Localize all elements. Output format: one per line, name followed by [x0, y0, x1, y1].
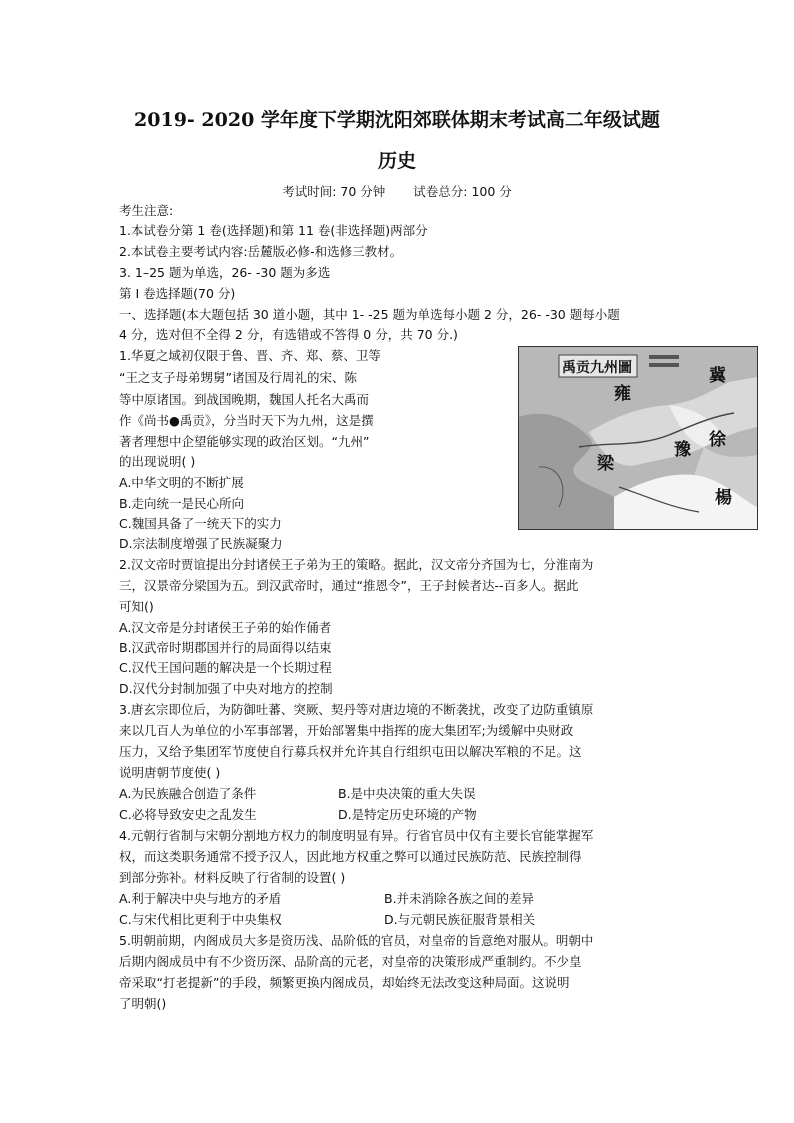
- question-line: 三，汉景帝分梁国为五。到汉武帝时，通过“推恩令”，王子封候者达--百多人。据此: [119, 578, 579, 593]
- option-d: D.汉代分封制加强了中央对地方的控制: [119, 681, 333, 696]
- map-region-ji: 冀: [709, 366, 726, 386]
- question-line: 可知(): [119, 599, 154, 614]
- option-c: C.汉代王国问题的解决是一个长期过程: [119, 660, 332, 675]
- question-line: 等中原诸国。到战国晚期，魏国人托名大禹而: [119, 392, 370, 407]
- option-a: A.汉文帝是分封诸侯王子弟的始作俑者: [119, 620, 332, 635]
- option-a: A.利于解决中央与地方的矛盾: [119, 891, 282, 906]
- map-title: 禹贡九州圖: [562, 360, 632, 376]
- question-line: “王之支子母弟甥舅”诸国及行周礼的宋、陈: [119, 370, 357, 385]
- section-intro: 一、选择题(本大题包括 30 道小题，其中 1- -25 题为单选每小题 2 分，26- -30 题每小题: [119, 307, 620, 322]
- question-line: 权，而这类职务通常不授予汉人，因此地方权重之弊可以通过民族防范、民族控制得: [119, 849, 582, 864]
- exam-title: 2019- 2020 学年度下学期沈阳郊联体期末考试高二年级试题: [134, 109, 660, 131]
- question-line: 4.元朝行省制与宋朝分割地方权力的制度明显有异。行省官员中仅有主要长官能掌握军: [119, 828, 594, 843]
- question-line: 来以几百人为单位的小军事部署，开始部署集中指挥的庞大集团军;为缓解中央财政: [119, 723, 574, 738]
- question-line: 著者理想中企望能够实现的政治区划。“九州”: [119, 434, 370, 449]
- option-b: B.汉武帝时期郡国并行的局面得以结束: [119, 640, 332, 655]
- question-line: 3.唐玄宗即位后，为防御吐蕃、突厥、契丹等对唐边境的不断袭扰，改变了边防重镇原: [119, 702, 594, 717]
- map-region-yang: 楊: [715, 488, 732, 508]
- note-item: 2.本试卷主要考试内容:岳麓版必修-和选修三教材。: [119, 244, 403, 259]
- question-line: 1.华夏之域初仅限于鲁、晋、齐、郑、蔡、卫等: [119, 348, 381, 363]
- section-label: 第 I 卷选择题(70 分): [119, 286, 236, 301]
- question-line: 5.明朝前期，内阁成员大多是资历浅、品阶低的官员，对皇帝的旨意绝对服从。明朝中: [119, 933, 594, 948]
- option-d: D.宗法制度增强了民族凝聚力: [119, 536, 283, 551]
- option-a: A.为民族融合创造了条件: [119, 786, 257, 801]
- question-line: 帝采取“打老提新”的手段，频繁更换内阁成员，却始终无法改变这种局面。这说明: [119, 975, 570, 990]
- exam-time: 考试时间: 70 分钟: [282, 184, 386, 199]
- exam-meta: [0, 182, 794, 200]
- question-line: 了明朝(): [119, 996, 167, 1011]
- note-item: 3. 1–25 题为单选，26- -30 题为多选: [119, 265, 331, 280]
- question-line: 压力，又给予集团军节度使自行募兵权并允许其自行组织屯田以解决军粮的不足。这: [119, 744, 582, 759]
- map-region-xu: 徐: [709, 430, 726, 450]
- map-region-yong: 雍: [614, 384, 631, 404]
- note-item: 1.本试卷分第 1 卷(选择题)和第 11 卷(非选择题)两部分: [119, 223, 428, 238]
- option-b: B.是中央决策的重大失误: [338, 786, 476, 801]
- option-d: D.与元朝民族征服背景相关: [384, 912, 536, 927]
- option-b: B.走向统一是民心所向: [119, 496, 245, 511]
- subject-title: 历史: [377, 150, 416, 172]
- question-line: 2.汉文帝时贾谊提出分封诸侯王子弟为王的策略。据此，汉文帝分齐国为七，分淮南为: [119, 557, 594, 572]
- map-region-yu: 豫: [674, 440, 691, 460]
- question-line: 的出现说明( ): [119, 454, 196, 469]
- notes-heading: 考生注意:: [119, 203, 174, 218]
- question-line: 作《尚书●禹贡》，分当时天下为九州，这是撰: [119, 413, 374, 428]
- option-c: C.魏国具备了一统天下的实力: [119, 516, 282, 531]
- section-intro: 4 分，选对但不全得 2 分，有选错或不答得 0 分，共 70 分.): [119, 327, 458, 342]
- option-a: A.中华文明的不断扩展: [119, 475, 244, 490]
- question-line: 后期内阁成员中有不少资历深、品阶高的元老，对皇帝的决策形成严重制约。不少皇: [119, 954, 582, 969]
- question-line: 说明唐朝节度使( ): [119, 765, 221, 780]
- option-c: C.必将导致安史之乱发生: [119, 807, 257, 822]
- yugong-nine-provinces-map: [518, 346, 758, 530]
- option-d: D.是特定历史环境的产物: [338, 807, 477, 822]
- question-line: 到部分弥补。材料反映了行省制的设置( ): [119, 870, 346, 885]
- total-score: 试卷总分: 100 分: [413, 184, 512, 199]
- map-region-liang: 梁: [597, 454, 614, 474]
- option-c: C.与宋代相比更利于中央集权: [119, 912, 282, 927]
- option-b: B.并未消除各族之间的差异: [384, 891, 535, 906]
